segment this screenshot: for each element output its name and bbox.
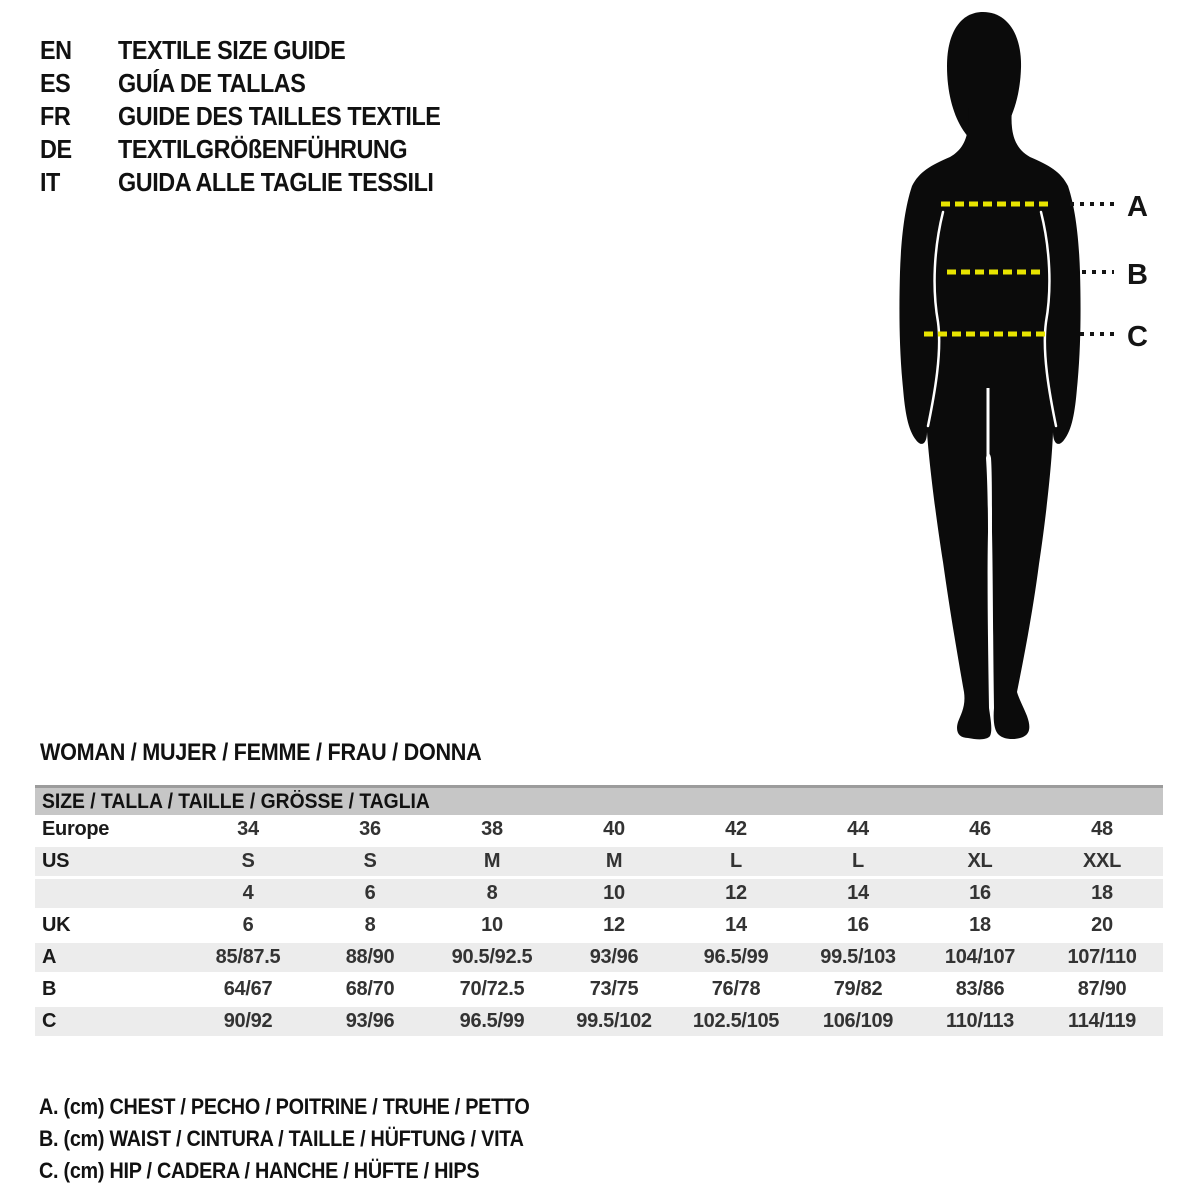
table-cell: 6	[364, 882, 376, 904]
table-row-label: US	[42, 850, 70, 872]
size-table	[35, 785, 1163, 1039]
table-cell: 96.5/99	[703, 946, 769, 968]
size-table-header-text: SIZE / TALLA / TAILLE / GRÖSSE / TAGLIA	[42, 790, 430, 813]
size-table-header	[35, 785, 1163, 815]
language-code: IT	[40, 167, 60, 197]
marker-label-b: B	[1127, 259, 1148, 291]
table-row-label: A	[42, 946, 57, 968]
table-cell: 8	[486, 882, 498, 904]
table-cell: 42	[725, 818, 747, 840]
table-row	[35, 911, 1163, 943]
table-cell: M	[605, 850, 623, 872]
legend-line-chest	[39, 1091, 584, 1123]
marker-label-a: A	[1127, 191, 1148, 223]
table-cell: 93/96	[345, 1010, 395, 1032]
table-cell: 73/75	[589, 978, 639, 1000]
table-cell: M	[483, 850, 501, 872]
table-cell: 102.5/105	[692, 1010, 780, 1032]
table-cell: S	[363, 850, 377, 872]
measurement-legend	[39, 1091, 584, 1187]
table-cell: 106/109	[822, 1010, 894, 1032]
table-cell: L	[730, 850, 742, 872]
section-title-text: WOMAN / MUJER / FEMME / FRAU / DONNA	[40, 739, 482, 766]
table-cell: 104/107	[944, 946, 1016, 968]
language-title: GUIDA ALLE TAGLIE TESSILI	[118, 167, 434, 197]
table-cell: 90.5/92.5	[451, 946, 533, 968]
table-row	[35, 847, 1163, 879]
table-row	[35, 1007, 1163, 1039]
table-cell: S	[241, 850, 255, 872]
table-cell: 8	[364, 914, 376, 936]
table-cell: 48	[1091, 818, 1113, 840]
language-row-fr	[40, 100, 476, 133]
table-cell: 68/70	[345, 978, 395, 1000]
table-cell: 4	[242, 882, 254, 904]
language-row-en	[40, 34, 476, 67]
language-row-es	[40, 67, 476, 100]
table-cell: 44	[847, 818, 869, 840]
table-row-label: C	[42, 1010, 57, 1032]
table-cell: XL	[967, 850, 993, 872]
table-cell: L	[852, 850, 864, 872]
legend-line-hip	[39, 1155, 584, 1187]
table-cell: 87/90	[1077, 978, 1127, 1000]
table-cell: 107/110	[1067, 946, 1137, 968]
table-row-label: Europe	[42, 818, 110, 840]
table-cell: 10	[603, 882, 625, 904]
table-row	[35, 943, 1163, 975]
table-cell: 36	[359, 818, 381, 840]
table-cell: 12	[725, 882, 747, 904]
language-title: TEXTILE SIZE GUIDE	[118, 35, 346, 65]
table-cell: 93/96	[589, 946, 639, 968]
table-cell: 70/72.5	[459, 978, 525, 1000]
section-title	[40, 739, 531, 767]
table-cell: 14	[725, 914, 747, 936]
marker-label-c: C	[1127, 321, 1148, 353]
table-cell: 16	[847, 914, 869, 936]
table-cell: 18	[969, 914, 991, 936]
legend-text: A. (cm) CHEST / PECHO / POITRINE / TRUHE / PETTO	[39, 1094, 530, 1119]
table-cell: 12	[603, 914, 625, 936]
table-cell: 20	[1091, 914, 1113, 936]
legend-line-waist	[39, 1123, 584, 1155]
table-cell: 79/82	[833, 978, 883, 1000]
table-cell: 85/87.5	[215, 946, 281, 968]
table-cell: 83/86	[955, 978, 1005, 1000]
table-cell: 64/67	[223, 978, 273, 1000]
table-cell: 46	[969, 818, 991, 840]
table-row	[35, 879, 1163, 911]
table-cell: 76/78	[711, 978, 761, 1000]
legend-text: C. (cm) HIP / CADERA / HANCHE / HÜFTE / HIPS	[39, 1158, 480, 1183]
table-cell: XXL	[1083, 850, 1121, 872]
table-cell: 14	[847, 882, 869, 904]
language-title: GUÍA DE TALLAS	[118, 68, 306, 98]
woman-silhouette-figure	[860, 0, 1200, 760]
legend-text: B. (cm) WAIST / CINTURA / TAILLE / HÜFTUNG / VITA	[39, 1126, 524, 1151]
table-row-label: B	[42, 978, 57, 1000]
table-row	[35, 815, 1163, 847]
size-table-rows	[35, 815, 1163, 1039]
language-code: ES	[40, 68, 71, 98]
language-row-it	[40, 166, 476, 199]
table-cell: 40	[603, 818, 625, 840]
language-code: FR	[40, 101, 71, 131]
table-cell: 99.5/103	[820, 946, 896, 968]
language-code: EN	[40, 35, 72, 65]
table-cell: 10	[481, 914, 503, 936]
table-cell: 110/113	[946, 1010, 1014, 1032]
table-cell: 114/119	[1068, 1010, 1136, 1032]
table-cell: 96.5/99	[459, 1010, 525, 1032]
language-code: DE	[40, 134, 72, 164]
language-row-de	[40, 133, 476, 166]
table-cell: 88/90	[345, 946, 395, 968]
table-cell: 90/92	[223, 1010, 273, 1032]
table-cell: 16	[969, 882, 991, 904]
language-title: TEXTILGRÖßENFÜHRUNG	[118, 134, 408, 164]
language-title-block	[40, 34, 476, 199]
table-row-label: UK	[42, 914, 71, 936]
language-title: GUIDE DES TAILLES TEXTILE	[118, 101, 441, 131]
table-cell: 38	[481, 818, 503, 840]
table-cell: 34	[237, 818, 259, 840]
table-cell: 6	[242, 914, 254, 936]
table-cell: 99.5/102	[576, 1010, 652, 1032]
table-row	[35, 975, 1163, 1007]
table-cell: 18	[1091, 882, 1113, 904]
